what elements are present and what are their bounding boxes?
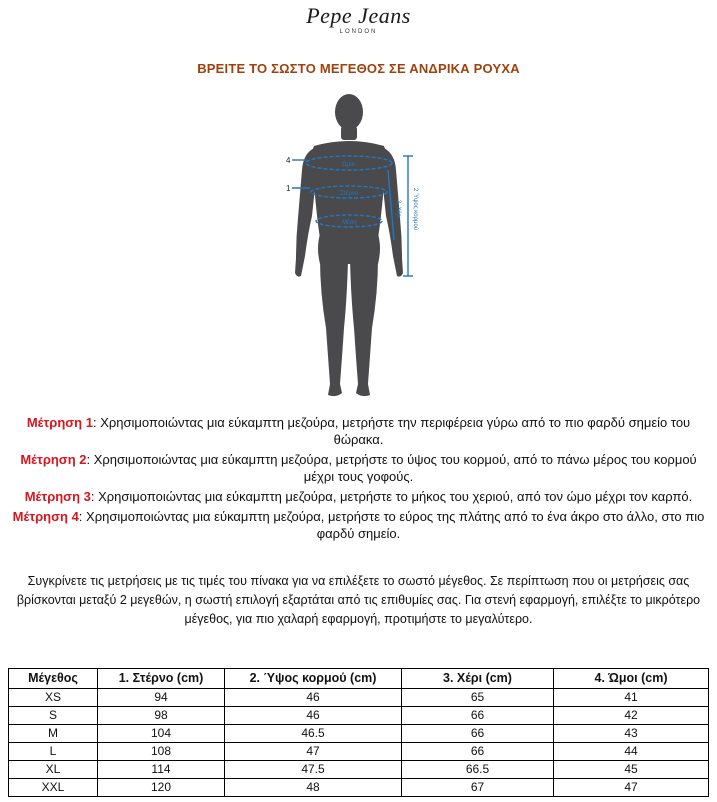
measurement-3 [10, 488, 707, 505]
cell-torso-height: 47 [225, 743, 402, 761]
cell-chest: 94 [98, 689, 225, 707]
arm-label: 3. Χέρι [395, 200, 401, 219]
cell-size: XXL [9, 779, 98, 797]
table-row [9, 725, 709, 743]
measurement-2 [10, 451, 707, 485]
cell-arm: 65 [402, 689, 554, 707]
cell-arm: 66 [402, 743, 554, 761]
cell-arm: 66 [402, 707, 554, 725]
measurement-text: : Χρησιμοποιώντας μια εύκαμπτη μεζούρα, μετρήστε το μήκος του χεριού, από τον ώμο μέχρι τον καρπό. [90, 489, 693, 504]
cell-arm: 66 [402, 725, 554, 743]
cell-chest: 114 [98, 761, 225, 779]
header-size: Μέγεθος [9, 669, 98, 689]
cell-shoulders: 44 [554, 743, 709, 761]
measurement-label: Μέτρηση 3 [24, 489, 91, 504]
table-row [9, 743, 709, 761]
cell-chest: 98 [98, 707, 225, 725]
page-title: ΒΡΕΙΤΕ ΤΟ ΣΩΣΤΟ ΜΕΓΕΘΟΣ ΣΕ ΑΝΔΡΙΚΑ ΡΟΥΧΑ [197, 61, 520, 76]
cell-arm: 66.5 [402, 761, 554, 779]
chest-label: Στέρνο [340, 191, 359, 197]
waist-label: Μέση [342, 220, 357, 226]
body-silhouette [295, 94, 403, 396]
table-row [9, 779, 709, 797]
cell-torso-height: 46 [225, 707, 402, 725]
measurement-4 [10, 508, 707, 542]
cell-shoulders: 41 [554, 689, 709, 707]
table-row [9, 761, 709, 779]
brand-logo [0, 4, 717, 35]
brand-name: Pepe Jeans [306, 3, 411, 28]
header-torso-height: 2. Ύψος κορμού (cm) [225, 669, 402, 689]
cell-chest: 108 [98, 743, 225, 761]
measurement-text: : Χρησιμοποιώντας μια εύκαμπτη μεζούρα, μετρήστε την περιφέρεια γύρω από το πιο φαρδύ σημείο του θώρακα. [92, 415, 691, 447]
cell-chest: 104 [98, 725, 225, 743]
shoulders-label: Ώμοι [342, 162, 355, 168]
header-arm: 3. Χέρι (cm) [402, 669, 554, 689]
cell-shoulders: 42 [554, 707, 709, 725]
measurement-text: : Χρησιμοποιώντας μια εύκαμπτη μεζούρα, μετρήστε το εύρος της πλάτης από το ένα άκρο στο άλλο, στο πιο φαρδύ σημείο. [78, 509, 705, 541]
height-label: 2 Ύψος κορμού [412, 188, 418, 231]
measurement-1 [10, 414, 707, 448]
measurement-label: Μέτρηση 2 [20, 452, 87, 467]
cell-torso-height: 47.5 [225, 761, 402, 779]
body-measurement-figure [270, 88, 460, 406]
cell-arm: 67 [402, 779, 554, 797]
cell-torso-height: 48 [225, 779, 402, 797]
header-chest: 1. Στέρνο (cm) [98, 669, 225, 689]
measurement-text: : Χρησιμοποιώντας μια εύκαμπτη μεζούρα, μετρήστε το ύψος του κορμού, από το πάνω μέρος του κορμού μέχρι τους γοφούς. [86, 452, 697, 484]
cell-shoulders: 45 [554, 761, 709, 779]
cell-shoulders: 47 [554, 779, 709, 797]
cell-size: XL [9, 761, 98, 779]
measurement-label: Μέτρηση 1 [26, 415, 93, 430]
table-header-row [9, 669, 709, 689]
brand-city: LONDON [339, 29, 378, 35]
cell-size: S [9, 707, 98, 725]
marker-1: 1 [286, 184, 291, 193]
table-row [9, 689, 709, 707]
cell-size: M [9, 725, 98, 743]
header-shoulders: 4. Ώμοι (cm) [554, 669, 709, 689]
measurement-label: Μέτρηση 4 [12, 509, 79, 524]
marker-4: 4 [286, 156, 291, 165]
size-table [8, 668, 709, 797]
compare-instructions: Συγκρίνετε τις μετρήσεις με τις τιμές του πίνακα για να επιλέξετε το σωστό μέγεθος. Σε περίπτωση που οι μετρήσεις σας βρίσκονται μεταξύ 2 μεγεθών, η σωστή επιλογή εξαρτάται από τις επιθυμίες σας. Για στενή εφαρμογή, επιλέξτε το μικρότερο μέγεθος, για πιο χαλαρή εφαρμογή, προτιμήστε το μεγαλύτερο. [16, 574, 701, 626]
cell-shoulders: 43 [554, 725, 709, 743]
table-row [9, 707, 709, 725]
cell-torso-height: 46.5 [225, 725, 402, 743]
cell-torso-height: 46 [225, 689, 402, 707]
measurement-instructions [10, 414, 707, 545]
cell-chest: 120 [98, 779, 225, 797]
cell-size: XS [9, 689, 98, 707]
cell-size: L [9, 743, 98, 761]
